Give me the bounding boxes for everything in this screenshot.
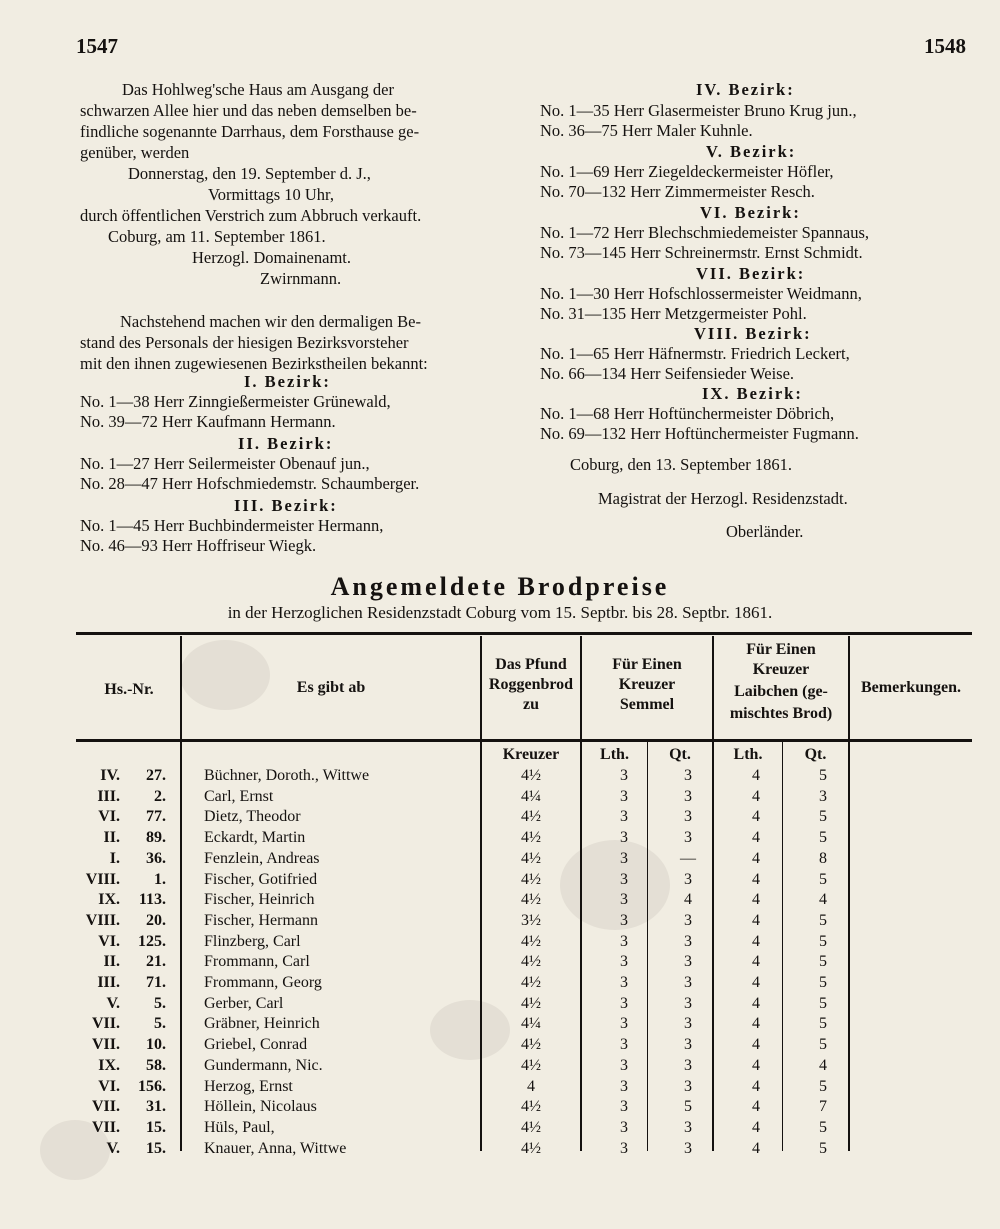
cell-laibchen-quint: 5 xyxy=(819,1077,827,1095)
cell-laibchen-quint: 5 xyxy=(819,974,827,991)
cell-semmel-quint: 3 xyxy=(684,1015,692,1033)
cell-laibchen-quint: 5 xyxy=(819,829,827,847)
cell-semmel-loth: 3 xyxy=(620,974,628,991)
cell-laibchen-quint: 5 xyxy=(819,911,827,929)
notice-line: Das Hohlweg'sche Haus am Ausgang der xyxy=(122,80,394,99)
cell-rye-price: 4½ xyxy=(521,932,541,950)
notice-line: findliche sogenannte Darrhaus, dem Forsthause ge- xyxy=(80,122,420,141)
date-line: Donnerstag, den 19. September d. J., xyxy=(128,164,371,183)
cell-district: IX. xyxy=(98,1056,120,1074)
district-heading: I. Bezirk: xyxy=(244,372,331,391)
cell-semmel-loth: 3 xyxy=(620,891,628,909)
cell-semmel-quint: 3 xyxy=(684,767,692,784)
cell-rye-price: 4½ xyxy=(521,1118,541,1136)
header-house-number: Hs.-Nr. xyxy=(104,681,154,698)
cell-rye-price: 4½ xyxy=(521,808,541,826)
cell-laibchen-quint: 5 xyxy=(819,994,827,1012)
cell-laibchen-quint: 4 xyxy=(819,891,827,909)
cell-semmel-loth: 3 xyxy=(620,1015,628,1033)
cell-semmel-loth: 3 xyxy=(620,787,628,805)
cell-baker-name: Flinzberg, Carl xyxy=(204,932,301,950)
notice-line: schwarzen Allee hier und das neben demselben be- xyxy=(80,101,417,120)
cell-semmel-loth: 3 xyxy=(620,808,628,826)
cell-district: I. xyxy=(109,849,120,867)
cell-laibchen-quint: 4 xyxy=(819,1056,827,1074)
cell-house-number: 15. xyxy=(146,1139,166,1157)
district-row: No. 1—35 Herr Glasermeister Bruno Krug jun., xyxy=(540,101,857,120)
cell-laibchen-loth: 4 xyxy=(752,849,760,867)
cell-rye-price: 4½ xyxy=(521,1036,541,1054)
cell-laibchen-loth: 4 xyxy=(752,829,760,847)
cell-semmel-quint: 3 xyxy=(684,1118,692,1136)
cell-semmel-loth: 3 xyxy=(620,1118,628,1136)
cell-rye-price: 4½ xyxy=(521,1056,541,1074)
cell-semmel-quint: 3 xyxy=(684,953,692,971)
notice-line: genüber, werden xyxy=(80,143,190,162)
cell-baker-name: Höllein, Nicolaus xyxy=(204,1098,317,1116)
cell-semmel-quint: 4 xyxy=(684,891,692,909)
cell-baker-name: Herzog, Ernst xyxy=(204,1077,293,1095)
cell-baker-name: Fischer, Gotifried xyxy=(204,870,318,888)
district-row: No. 73—145 Herr Schreinermstr. Ernst Schmidt. xyxy=(540,243,863,262)
cell-semmel-quint: 3 xyxy=(684,974,692,991)
cell-rye-price: 4½ xyxy=(521,994,541,1012)
cell-baker-name: Frommann, Georg xyxy=(204,974,322,991)
cell-house-number: 58. xyxy=(146,1056,166,1074)
table-title: Angemeldete Brodpreise xyxy=(330,572,670,601)
district-row: No. 46—93 Herr Hoffriseur Wiegk. xyxy=(80,536,317,555)
intro-line: mit den ihnen zugewiesenen Bezirkstheilen bekannt: xyxy=(80,354,428,373)
cell-district: VII. xyxy=(91,1118,120,1136)
cell-district: VI. xyxy=(98,808,120,826)
cell-district: VI. xyxy=(98,932,120,950)
cell-semmel-loth: 3 xyxy=(620,911,628,929)
cell-baker-name: Büchner, Doroth., Wittwe xyxy=(204,767,370,784)
cell-laibchen-loth: 4 xyxy=(752,891,760,909)
district-heading: IX. Bezirk: xyxy=(702,384,803,403)
district-row: No. 1—69 Herr Ziegeldeckermeister Höfler, xyxy=(540,162,834,181)
cell-rye-price: 4½ xyxy=(521,829,541,847)
header-remarks: Bemerkungen. xyxy=(861,679,961,696)
cell-baker-name: Knauer, Anna, Wittwe xyxy=(204,1139,347,1157)
cell-semmel-quint: 3 xyxy=(684,994,692,1012)
cell-house-number: 5. xyxy=(154,994,166,1012)
cell-district: VII. xyxy=(91,1098,120,1116)
district-heading: VI. Bezirk: xyxy=(700,203,801,222)
cell-house-number: 5. xyxy=(154,1015,166,1033)
cell-laibchen-loth: 4 xyxy=(752,1118,760,1136)
cell-laibchen-loth: 4 xyxy=(752,911,760,929)
header-semmel-line: Semmel xyxy=(619,696,675,713)
header-roggen-line: Roggenbrod xyxy=(488,676,574,693)
cell-baker-name: Gräbner, Heinrich xyxy=(204,1015,320,1033)
district-row: No. 39—72 Herr Kaufmann Hermann. xyxy=(80,412,336,431)
district-heading: VII. Bezirk: xyxy=(696,264,806,283)
cell-house-number: 156. xyxy=(138,1077,166,1095)
cell-semmel-quint: 3 xyxy=(684,1139,692,1157)
cell-laibchen-quint: 8 xyxy=(819,849,827,867)
signature: Oberländer. xyxy=(726,522,804,541)
cell-laibchen-loth: 4 xyxy=(752,1077,760,1095)
cell-baker-name: Fischer, Hermann xyxy=(204,911,318,929)
cell-rye-price: 4½ xyxy=(521,767,541,784)
district-row: No. 28—47 Herr Hofschmiedemstr. Schaumberger. xyxy=(80,474,420,493)
cell-laibchen-loth: 4 xyxy=(752,994,760,1012)
unit-quint: Qt. xyxy=(669,746,691,763)
cell-laibchen-quint: 3 xyxy=(819,787,827,805)
cell-laibchen-quint: 5 xyxy=(819,767,827,784)
unit-loth: Lth. xyxy=(733,746,763,763)
header-laibchen-line: Laibchen (ge- xyxy=(734,683,828,700)
column-rule xyxy=(180,636,182,1151)
header-semmel-line: Für Einen xyxy=(612,656,682,673)
intro-line: Nachstehend machen wir den dermaligen Be- xyxy=(120,312,422,331)
place-date: Coburg, den 13. September 1861. xyxy=(570,455,792,474)
cell-laibchen-loth: 4 xyxy=(752,1015,760,1033)
district-heading: VIII. Bezirk: xyxy=(694,324,812,343)
cell-rye-price: 4½ xyxy=(521,974,541,991)
district-heading: V. Bezirk: xyxy=(706,142,797,161)
district-row: No. 1—30 Herr Hofschlossermeister Weidmann, xyxy=(540,284,862,303)
sale-line: durch öffentlichen Verstrich zum Abbruch verkauft. xyxy=(80,206,422,225)
cell-district: III. xyxy=(97,974,120,991)
cell-semmel-loth: 3 xyxy=(620,1098,628,1116)
district-row: No. 1—72 Herr Blechschmiedemeister Spannaus, xyxy=(540,223,870,242)
cell-baker-name: Dietz, Theodor xyxy=(204,808,301,826)
table-subtitle: in der Herzoglichen Residenzstadt Coburg vom 15. Septbr. bis 28. Septbr. 1861. xyxy=(227,603,773,622)
header-laibchen-line: Für Einen xyxy=(746,641,816,658)
cell-laibchen-loth: 4 xyxy=(752,1139,760,1157)
intro-line: stand des Personals der hiesigen Bezirksvorsteher xyxy=(80,333,409,352)
header-bottom-rule xyxy=(76,739,972,742)
district-row: No. 69—132 Herr Hoftünchermeister Fugmann. xyxy=(540,424,859,443)
unit-quint: Qt. xyxy=(804,746,827,763)
cell-district: VI. xyxy=(98,1077,120,1095)
cell-house-number: 1. xyxy=(154,870,166,888)
cell-semmel-loth: 3 xyxy=(620,767,628,784)
cell-laibchen-loth: 4 xyxy=(752,870,760,888)
district-row: No. 31—135 Herr Metzgermeister Pohl. xyxy=(540,304,807,323)
cell-laibchen-quint: 5 xyxy=(819,1036,827,1054)
cell-semmel-loth: 3 xyxy=(620,1056,628,1074)
cell-district: VII. xyxy=(91,1036,120,1054)
cell-house-number: 10. xyxy=(146,1036,166,1054)
cell-house-number: 27. xyxy=(146,767,166,784)
cell-baker-name: Gundermann, Nic. xyxy=(204,1056,323,1074)
place-date: Coburg, am 11. September 1861. xyxy=(108,227,326,246)
cell-semmel-quint: 3 xyxy=(684,870,692,888)
cell-house-number: 71. xyxy=(146,974,166,991)
district-heading: IV. Bezirk: xyxy=(696,80,795,99)
cell-district: V. xyxy=(106,994,120,1012)
cell-laibchen-quint: 5 xyxy=(819,808,827,826)
cell-district: II. xyxy=(103,953,120,971)
cell-laibchen-loth: 4 xyxy=(752,1036,760,1054)
authority: Magistrat der Herzogl. Residenzstadt. xyxy=(598,489,848,508)
cell-laibchen-quint: 5 xyxy=(819,953,827,971)
cell-baker-name: Gerber, Carl xyxy=(204,994,284,1012)
district-heading: II. Bezirk: xyxy=(238,434,334,453)
cell-district: II. xyxy=(103,829,120,847)
cell-rye-price: 4½ xyxy=(521,891,541,909)
cell-rye-price: 4½ xyxy=(521,1098,541,1116)
cell-house-number: 89. xyxy=(146,829,166,847)
page-number-left: 1547 xyxy=(76,34,118,58)
cell-semmel-quint: 3 xyxy=(684,932,692,950)
cell-house-number: 20. xyxy=(146,911,166,929)
cell-semmel-quint: 3 xyxy=(684,1077,692,1095)
header-laibchen-line: Kreuzer xyxy=(752,661,810,678)
district-heading: III. Bezirk: xyxy=(234,496,338,515)
cell-rye-price: 4½ xyxy=(521,953,541,971)
cell-rye-price: 4 xyxy=(527,1077,535,1095)
cell-laibchen-loth: 4 xyxy=(752,932,760,950)
cell-house-number: 21. xyxy=(146,953,166,971)
district-row: No. 1—38 Herr Zinngießermeister Grünewald, xyxy=(80,392,391,411)
cell-baker-name: Fischer, Heinrich xyxy=(204,891,315,909)
cell-district: IV. xyxy=(100,767,120,784)
cell-house-number: 31. xyxy=(146,1098,166,1116)
cell-district: IX. xyxy=(98,891,120,909)
district-row: No. 36—75 Herr Maler Kuhnle. xyxy=(540,121,753,140)
cell-semmel-loth: 3 xyxy=(620,1036,628,1054)
cell-semmel-quint: 3 xyxy=(684,808,692,826)
header-laibchen-line: mischtes Brod) xyxy=(729,705,833,722)
paper-stain xyxy=(180,640,270,710)
district-row: No. 1—27 Herr Seilermeister Obenauf jun., xyxy=(80,454,370,473)
cell-rye-price: 4½ xyxy=(521,849,541,867)
cell-semmel-quint: 3 xyxy=(684,829,692,847)
cell-semmel-quint: 3 xyxy=(684,1036,692,1054)
cell-house-number: 113. xyxy=(138,891,166,909)
district-row: No. 1—65 Herr Häfnermstr. Friedrich Leckert, xyxy=(540,344,850,363)
cell-semmel-loth: 3 xyxy=(620,932,628,950)
cell-semmel-quint: 3 xyxy=(684,787,692,805)
cell-semmel-loth: 3 xyxy=(620,829,628,847)
unit-kreuzer: Kreuzer xyxy=(502,746,560,763)
cell-semmel-quint: — xyxy=(680,849,696,867)
cell-house-number: 125. xyxy=(138,932,166,950)
cell-semmel-quint: 3 xyxy=(684,911,692,929)
header-roggen-line: Das Pfund xyxy=(495,656,567,673)
cell-laibchen-loth: 4 xyxy=(752,1098,760,1116)
cell-baker-name: Frommann, Carl xyxy=(204,953,310,971)
district-row: No. 70—132 Herr Zimmermeister Resch. xyxy=(540,182,815,201)
cell-baker-name: Fenzlein, Andreas xyxy=(204,849,320,867)
signature: Zwirnmann. xyxy=(260,269,342,288)
cell-laibchen-quint: 7 xyxy=(819,1098,827,1116)
district-row: No. 1—68 Herr Hoftünchermeister Döbrich, xyxy=(540,404,835,423)
cell-laibchen-loth: 4 xyxy=(752,808,760,826)
header-roggen-line: zu xyxy=(523,696,539,713)
cell-laibchen-loth: 4 xyxy=(752,974,760,991)
cell-laibchen-loth: 4 xyxy=(752,1056,760,1074)
cell-house-number: 36. xyxy=(146,849,166,867)
table-top-rule xyxy=(76,632,972,635)
cell-baker-name: Hüls, Paul, xyxy=(204,1118,275,1136)
cell-laibchen-loth: 4 xyxy=(752,953,760,971)
cell-semmel-quint: 3 xyxy=(684,1056,692,1074)
cell-laibchen-loth: 4 xyxy=(752,787,760,805)
cell-semmel-loth: 3 xyxy=(620,870,628,888)
cell-house-number: 2. xyxy=(154,787,166,805)
header-semmel-line: Kreuzer xyxy=(618,676,676,693)
cell-semmel-loth: 3 xyxy=(620,994,628,1012)
cell-district: V. xyxy=(106,1139,120,1157)
cell-laibchen-quint: 5 xyxy=(819,1118,827,1136)
cell-district: VII. xyxy=(91,1015,120,1033)
cell-rye-price: 4¼ xyxy=(521,787,541,805)
district-row: No. 66—134 Herr Seifensieder Weise. xyxy=(540,364,795,383)
time-line: Vormittags 10 Uhr, xyxy=(208,185,334,204)
district-row: No. 1—45 Herr Buchbindermeister Hermann, xyxy=(80,516,384,535)
cell-laibchen-quint: 5 xyxy=(819,932,827,950)
cell-rye-price: 4¼ xyxy=(521,1015,541,1033)
cell-laibchen-loth: 4 xyxy=(752,767,760,784)
header-name: Es gibt ab xyxy=(296,679,366,696)
cell-semmel-loth: 3 xyxy=(620,849,628,867)
authority: Herzogl. Domainenamt. xyxy=(192,248,351,267)
cell-baker-name: Eckardt, Martin xyxy=(204,829,306,847)
cell-semmel-loth: 3 xyxy=(620,1139,628,1157)
cell-baker-name: Griebel, Conrad xyxy=(204,1036,308,1054)
cell-rye-price: 4½ xyxy=(521,870,541,888)
cell-laibchen-quint: 5 xyxy=(819,1139,827,1157)
cell-laibchen-quint: 5 xyxy=(819,870,827,888)
cell-semmel-loth: 3 xyxy=(620,953,628,971)
cell-house-number: 77. xyxy=(146,808,166,826)
cell-semmel-quint: 5 xyxy=(684,1098,692,1116)
unit-loth: Lth. xyxy=(600,746,629,763)
cell-rye-price: 4½ xyxy=(521,1139,541,1157)
cell-house-number: 15. xyxy=(146,1118,166,1136)
cell-laibchen-quint: 5 xyxy=(819,1015,827,1033)
cell-district: VIII. xyxy=(85,911,120,929)
cell-district: III. xyxy=(97,787,120,805)
cell-district: VIII. xyxy=(85,870,120,888)
cell-baker-name: Carl, Ernst xyxy=(204,787,274,805)
page-number-right: 1548 xyxy=(924,34,966,58)
cell-rye-price: 3½ xyxy=(521,911,541,929)
cell-semmel-loth: 3 xyxy=(620,1077,628,1095)
